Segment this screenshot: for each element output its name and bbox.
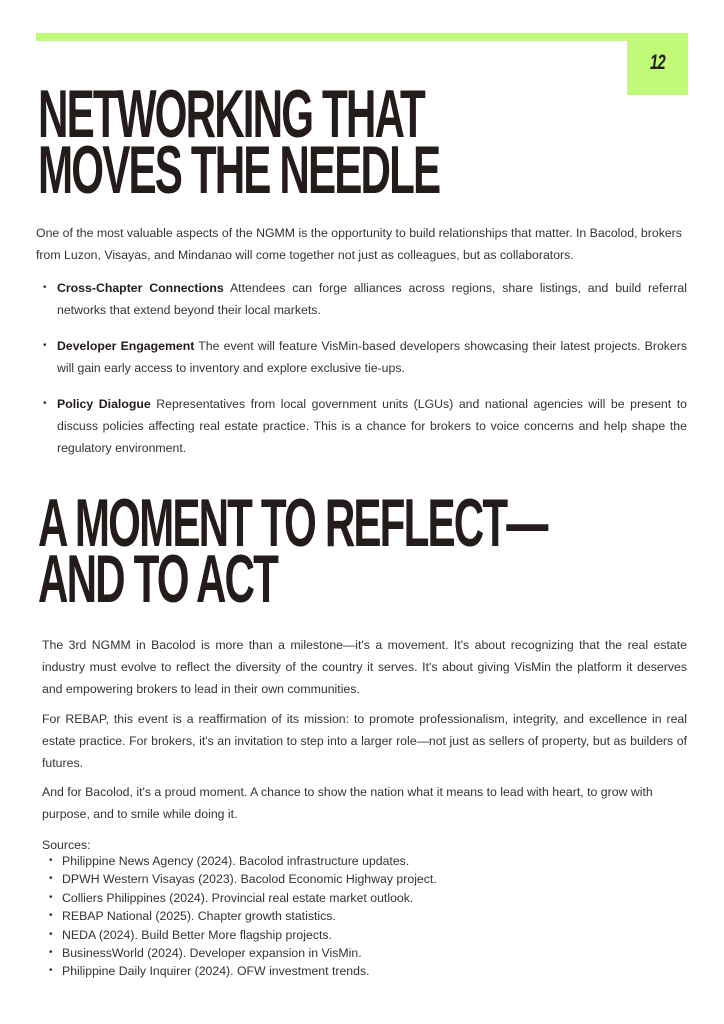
page-number-box bbox=[627, 33, 688, 95]
heading-line: NETWORKING THAT bbox=[38, 76, 424, 152]
bullet-item bbox=[36, 393, 687, 459]
bullet-item bbox=[36, 335, 687, 379]
source-item: • NEDA (2024). Build Better More flagship projects. bbox=[42, 926, 642, 944]
bullet-text: Representatives from local government units (LGUs) and national agencies will be present to discuss policies affecting real estate practice. This is a chance for brokers to voice concerns and help shape the regulatory environment. bbox=[57, 397, 687, 455]
source-item: • Colliers Philippines (2024). Provincial real estate market outlook. bbox=[42, 889, 642, 907]
networking-bullet-list bbox=[36, 277, 687, 473]
heading-line: AND TO ACT bbox=[38, 541, 278, 617]
page-number: 12 bbox=[650, 51, 665, 74]
sources-label: Sources: bbox=[42, 838, 91, 852]
source-item: • Philippine Daily Inquirer (2024). OFW investment trends. bbox=[42, 962, 642, 980]
source-item: • Philippine News Agency (2024). Bacolod infrastructure updates. bbox=[42, 852, 642, 870]
section-heading-networking bbox=[38, 76, 440, 208]
accent-top-bar bbox=[36, 33, 688, 41]
source-item: • BusinessWorld (2024). Developer expansion in VisMin. bbox=[42, 944, 642, 962]
sources-list bbox=[42, 852, 642, 981]
bullet-text: Attendees can forge alliances across regions, share listings, and build referral networks that extend beyond their local markets. bbox=[57, 281, 687, 317]
body-paragraph: For REBAP, this event is a reaffirmation of its mission: to promote professionalism, integrity, and excellence in real estate practice. For brokers, it's an invitation to step into a larger role—not just as sellers of property, but as builders of futures. bbox=[42, 712, 687, 770]
bullet-title: Developer Engagement bbox=[57, 339, 195, 353]
heading-line: MOVES THE NEEDLE bbox=[38, 132, 440, 208]
bullet-title: Policy Dialogue bbox=[57, 397, 151, 411]
intro-paragraph: One of the most valuable aspects of the NGMM is the opportunity to build relationships that matter. In Bacolod, brokers from Luzon, Visayas, and Mindanao will come together not just as colleagues, but as collaborators. bbox=[36, 226, 682, 262]
body-paragraph: And for Bacolod, it's a proud moment. A chance to show the nation what it means to lead with heart, to grow with purpose, and to smile while doing it. bbox=[42, 785, 653, 821]
bullet-item bbox=[36, 277, 687, 321]
body-paragraph: The 3rd NGMM in Bacolod is more than a milestone—it's a movement. It's about recognizing that the real estate industry must evolve to reflect the diversity of the country it serves. It's about giving VisMin the platform it deserves and empowering brokers to lead in their own communities. bbox=[42, 638, 687, 696]
bullet-text: The event will feature VisMin-based developers showcasing their latest projects. Brokers will gain early access to inventory and explore exclusive tie-ups. bbox=[57, 339, 688, 375]
section-heading-reflect bbox=[38, 485, 547, 617]
bullet-title: Cross-Chapter Connections bbox=[57, 281, 224, 295]
source-item: • REBAP National (2025). Chapter growth statistics. bbox=[42, 907, 642, 925]
heading-line: A MOMENT TO REFLECT— bbox=[38, 485, 547, 561]
source-item: • DPWH Western Visayas (2023). Bacolod Economic Highway project. bbox=[42, 870, 642, 888]
